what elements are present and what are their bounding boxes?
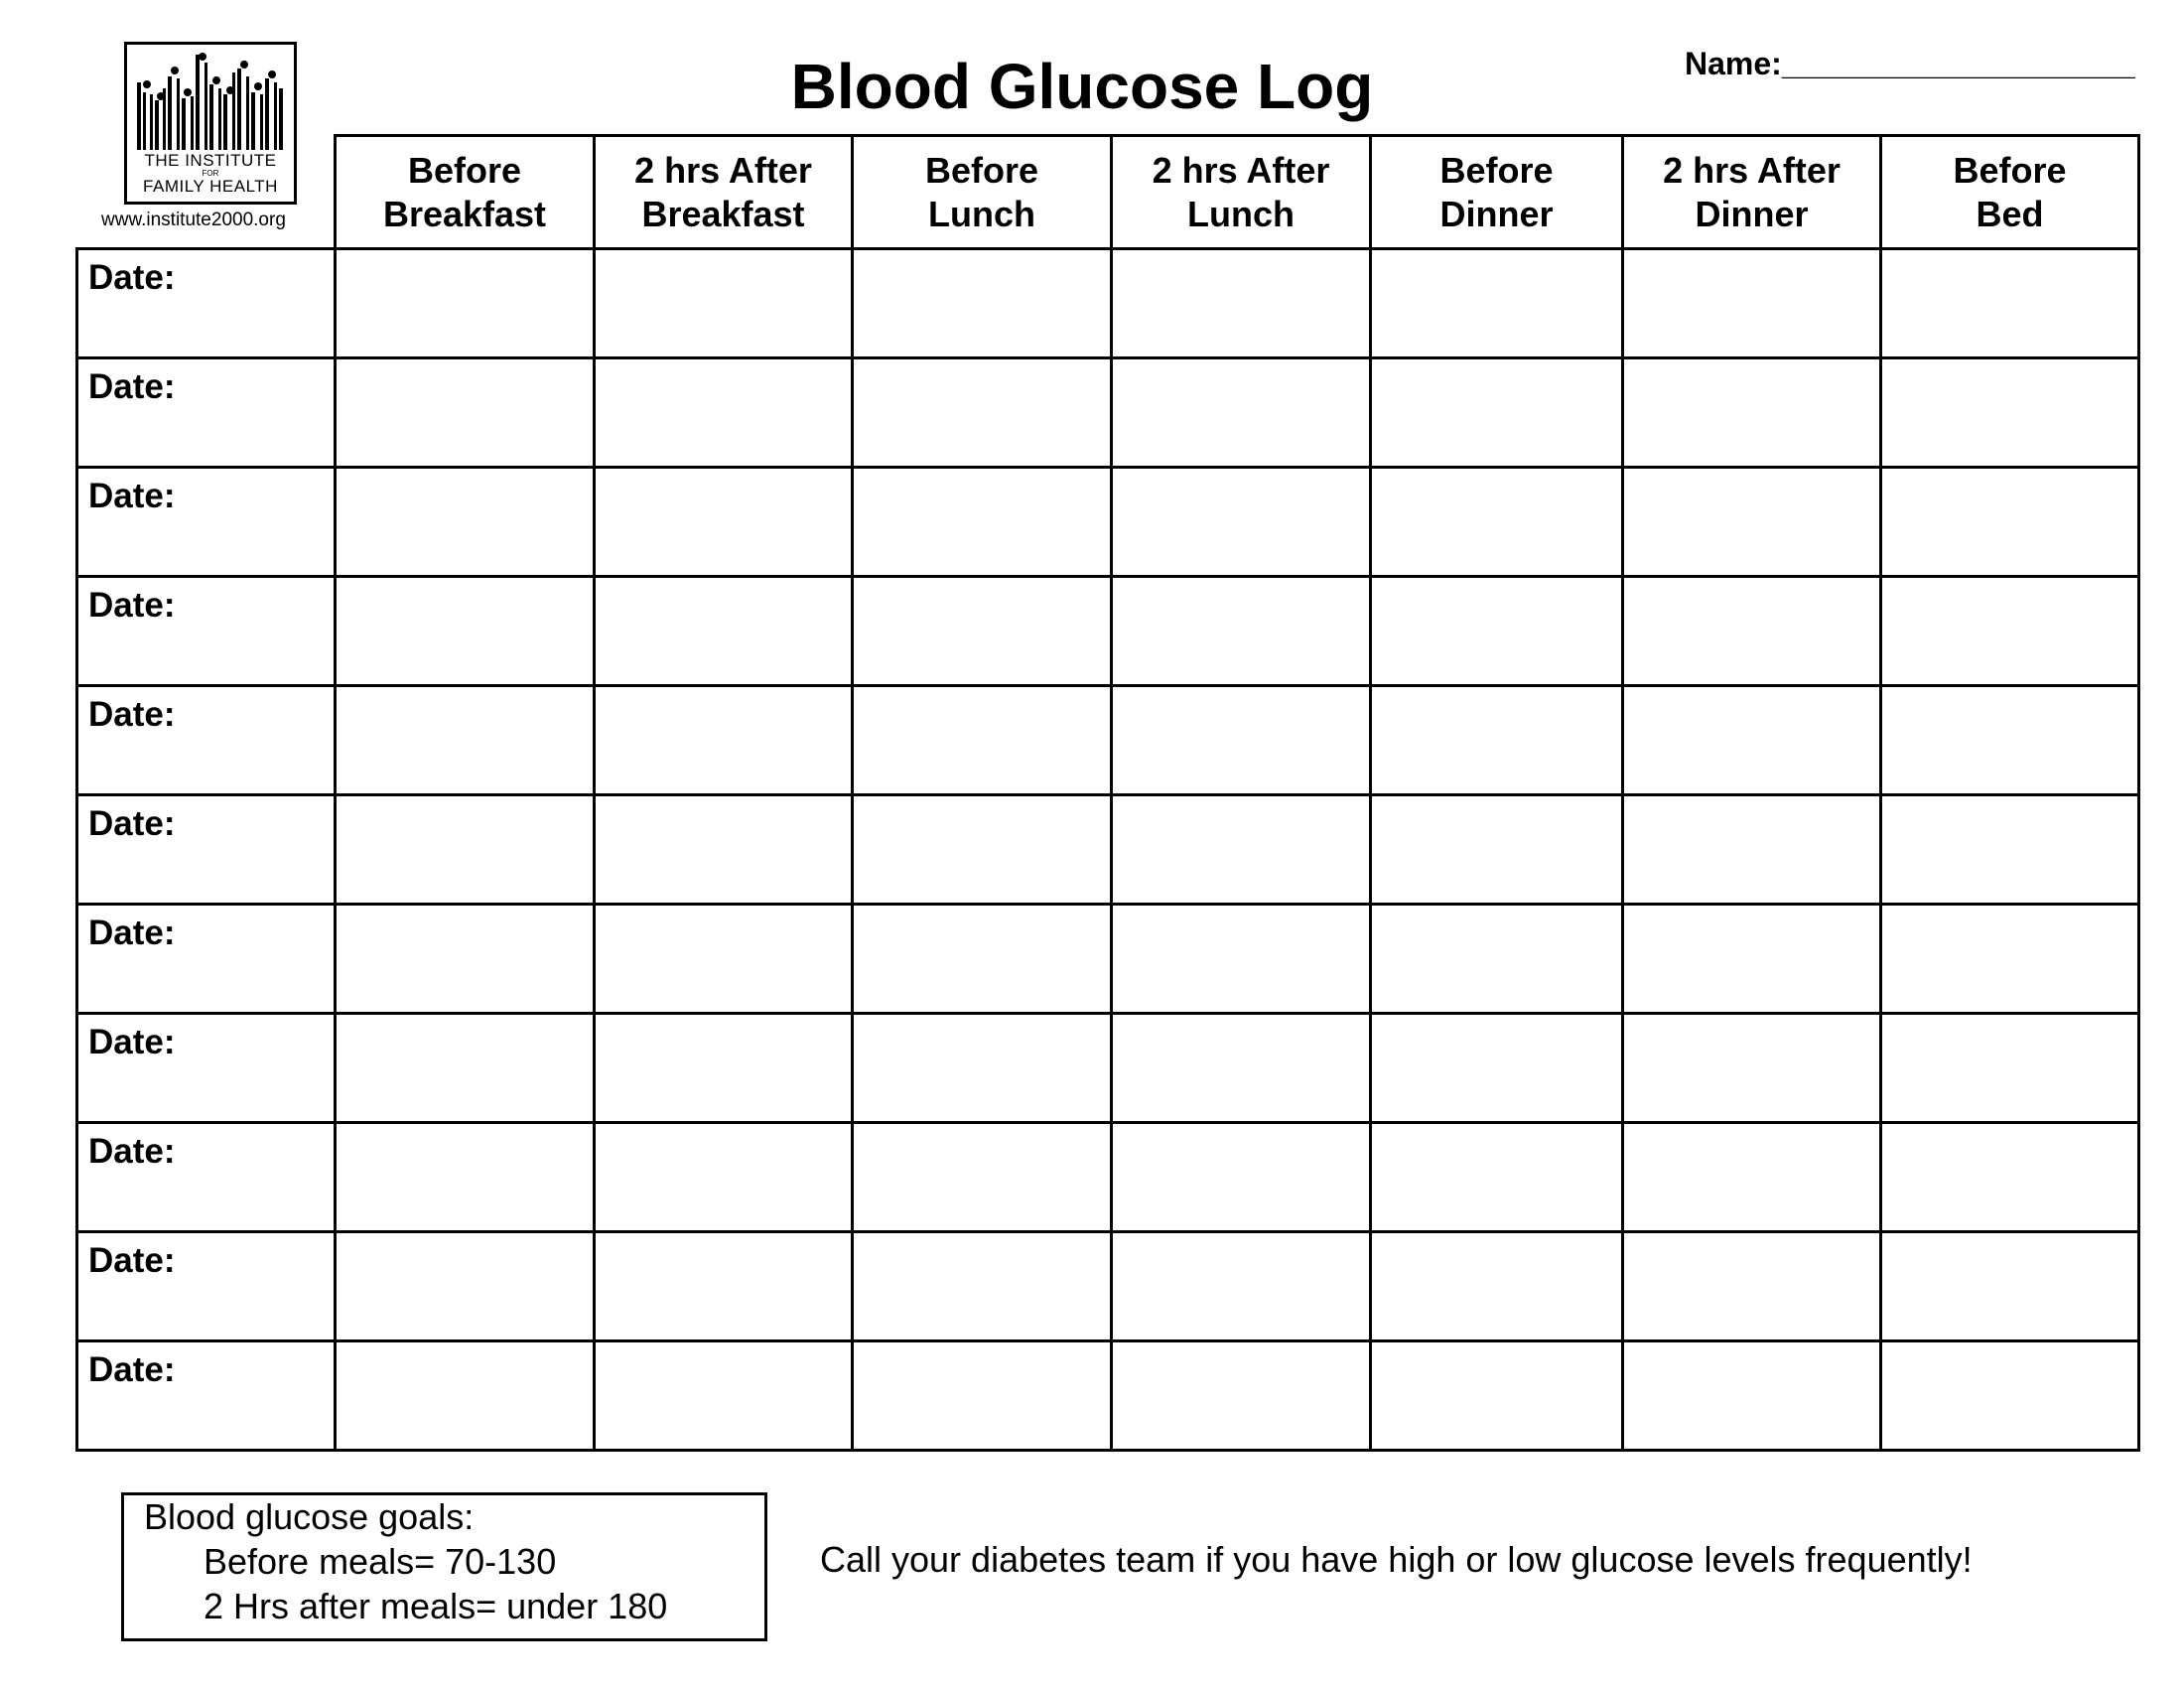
name-field[interactable] [1685, 46, 2135, 82]
reading-cell[interactable] [1881, 905, 2139, 1014]
page-title: Blood Glucose Log [790, 51, 1374, 122]
reading-cell[interactable] [336, 905, 595, 1014]
goals-title: Blood glucose goals: [144, 1496, 475, 1537]
reading-cell[interactable] [1371, 468, 1623, 577]
table-row [77, 905, 2139, 1014]
reading-cell[interactable] [336, 249, 595, 358]
table-corner [77, 136, 336, 249]
reading-cell[interactable] [1881, 1341, 2139, 1451]
reading-cell[interactable] [1112, 358, 1371, 468]
table-row [77, 468, 2139, 577]
column-header: Before Dinner [1371, 136, 1623, 249]
table-row [77, 358, 2139, 468]
reading-cell[interactable] [1881, 577, 2139, 686]
reading-cell[interactable] [853, 358, 1112, 468]
reading-cell[interactable] [1112, 1014, 1371, 1123]
table-row [77, 577, 2139, 686]
reading-cell[interactable] [1623, 1014, 1881, 1123]
reading-cell[interactable] [1623, 1232, 1881, 1341]
reading-cell[interactable] [1371, 795, 1623, 905]
reading-cell[interactable] [853, 795, 1112, 905]
reading-cell[interactable] [595, 795, 853, 905]
reading-cell[interactable] [595, 1232, 853, 1341]
reading-cell[interactable] [853, 1341, 1112, 1451]
reading-cell[interactable] [1371, 1232, 1623, 1341]
reading-cell[interactable] [1371, 1341, 1623, 1451]
column-header: 2 hrs After Breakfast [595, 136, 853, 249]
reading-cell[interactable] [595, 1014, 853, 1123]
header-row [77, 136, 2139, 249]
reading-cell[interactable] [1371, 577, 1623, 686]
reading-cell[interactable] [1371, 1123, 1623, 1232]
date-cell[interactable]: Date: [77, 1341, 336, 1451]
column-header: 2 hrs After Dinner [1623, 136, 1881, 249]
reading-cell[interactable] [336, 1341, 595, 1451]
reading-cell[interactable] [1881, 1123, 2139, 1232]
reading-cell[interactable] [1371, 249, 1623, 358]
reading-cell[interactable] [1371, 905, 1623, 1014]
date-cell[interactable]: Date: [77, 468, 336, 577]
logo-line-2: FOR [202, 169, 219, 178]
reading-cell[interactable] [336, 686, 595, 795]
reading-cell[interactable] [336, 795, 595, 905]
reading-cell[interactable] [1371, 686, 1623, 795]
reading-cell[interactable] [853, 249, 1112, 358]
reading-cell[interactable] [1881, 795, 2139, 905]
reading-cell[interactable] [595, 1341, 853, 1451]
reading-cell[interactable] [336, 1232, 595, 1341]
date-cell[interactable]: Date: [77, 905, 336, 1014]
date-cell[interactable]: Date: [77, 686, 336, 795]
date-cell[interactable]: Date: [77, 1123, 336, 1232]
reading-cell[interactable] [1623, 249, 1881, 358]
reading-cell[interactable] [1623, 468, 1881, 577]
reading-cell[interactable] [336, 468, 595, 577]
goal-before-meals: Before meals= 70-130 [204, 1541, 557, 1582]
reading-cell[interactable] [1623, 1341, 1881, 1451]
reading-cell[interactable] [853, 577, 1112, 686]
reading-cell[interactable] [1112, 249, 1371, 358]
reading-cell[interactable] [1112, 1123, 1371, 1232]
reading-cell[interactable] [1112, 795, 1371, 905]
table-row [77, 249, 2139, 358]
reading-cell[interactable] [336, 577, 595, 686]
column-header: Before Lunch [853, 136, 1112, 249]
reading-cell[interactable] [1623, 905, 1881, 1014]
table-row [77, 1341, 2139, 1451]
reading-cell[interactable] [1112, 1341, 1371, 1451]
table-row [77, 1014, 2139, 1123]
table-row [77, 795, 2139, 905]
reading-cell[interactable] [1623, 1123, 1881, 1232]
table-row [77, 1123, 2139, 1232]
name-blank-line[interactable]: ____________________ [1781, 46, 2135, 81]
logo-url: www.institute2000.org [101, 210, 286, 230]
reading-cell[interactable] [595, 468, 853, 577]
reading-cell[interactable] [1112, 1232, 1371, 1341]
glucose-goals-box [121, 1492, 767, 1641]
reading-cell[interactable] [1371, 1014, 1623, 1123]
reading-cell[interactable] [1881, 249, 2139, 358]
reading-cell[interactable] [595, 686, 853, 795]
reading-cell[interactable] [1623, 358, 1881, 468]
reading-cell[interactable] [1881, 468, 2139, 577]
reading-cell[interactable] [595, 249, 853, 358]
column-header: Before Bed [1881, 136, 2139, 249]
reading-cell[interactable] [853, 686, 1112, 795]
column-header: Before Breakfast [336, 136, 595, 249]
reading-cell[interactable] [853, 468, 1112, 577]
name-label: Name: [1685, 46, 1782, 81]
reading-cell[interactable] [336, 1123, 595, 1232]
reading-cell[interactable] [1112, 686, 1371, 795]
reading-cell[interactable] [595, 1123, 853, 1232]
date-cell[interactable]: Date: [77, 577, 336, 686]
reading-cell[interactable] [595, 577, 853, 686]
reading-cell[interactable] [336, 358, 595, 468]
date-cell[interactable]: Date: [77, 358, 336, 468]
logo-line-3: FAMILY HEALTH [143, 177, 278, 196]
goal-after-meals: 2 Hrs after meals= under 180 [204, 1586, 668, 1626]
reading-cell[interactable] [1881, 358, 2139, 468]
date-cell[interactable]: Date: [77, 1014, 336, 1123]
date-cell[interactable]: Date: [77, 249, 336, 358]
reading-cell[interactable] [595, 905, 853, 1014]
logo-line-1: THE INSTITUTE [144, 151, 277, 170]
date-cell[interactable]: Date: [77, 795, 336, 905]
reading-cell[interactable] [336, 1014, 595, 1123]
reminder-text: Call your diabetes team if you have high or low glucose levels frequently! [820, 1539, 1973, 1580]
reading-cell[interactable] [853, 905, 1112, 1014]
table-row [77, 686, 2139, 795]
glucose-log-table [75, 134, 2140, 1452]
reading-cell[interactable] [1881, 1232, 2139, 1341]
reading-cell[interactable] [853, 1014, 1112, 1123]
reading-cell[interactable] [1112, 577, 1371, 686]
date-cell[interactable]: Date: [77, 1232, 336, 1341]
reading-cell[interactable] [1623, 577, 1881, 686]
reading-cell[interactable] [1112, 468, 1371, 577]
reading-cell[interactable] [853, 1232, 1112, 1341]
table-body [77, 249, 2139, 1451]
reading-cell[interactable] [1371, 358, 1623, 468]
reading-cell[interactable] [853, 1123, 1112, 1232]
reading-cell[interactable] [595, 358, 853, 468]
reading-cell[interactable] [1112, 905, 1371, 1014]
reading-cell[interactable] [1623, 795, 1881, 905]
reading-cell[interactable] [1623, 686, 1881, 795]
table-row [77, 1232, 2139, 1341]
reading-cell[interactable] [1881, 1014, 2139, 1123]
column-header: 2 hrs After Lunch [1112, 136, 1371, 249]
reading-cell[interactable] [1881, 686, 2139, 795]
